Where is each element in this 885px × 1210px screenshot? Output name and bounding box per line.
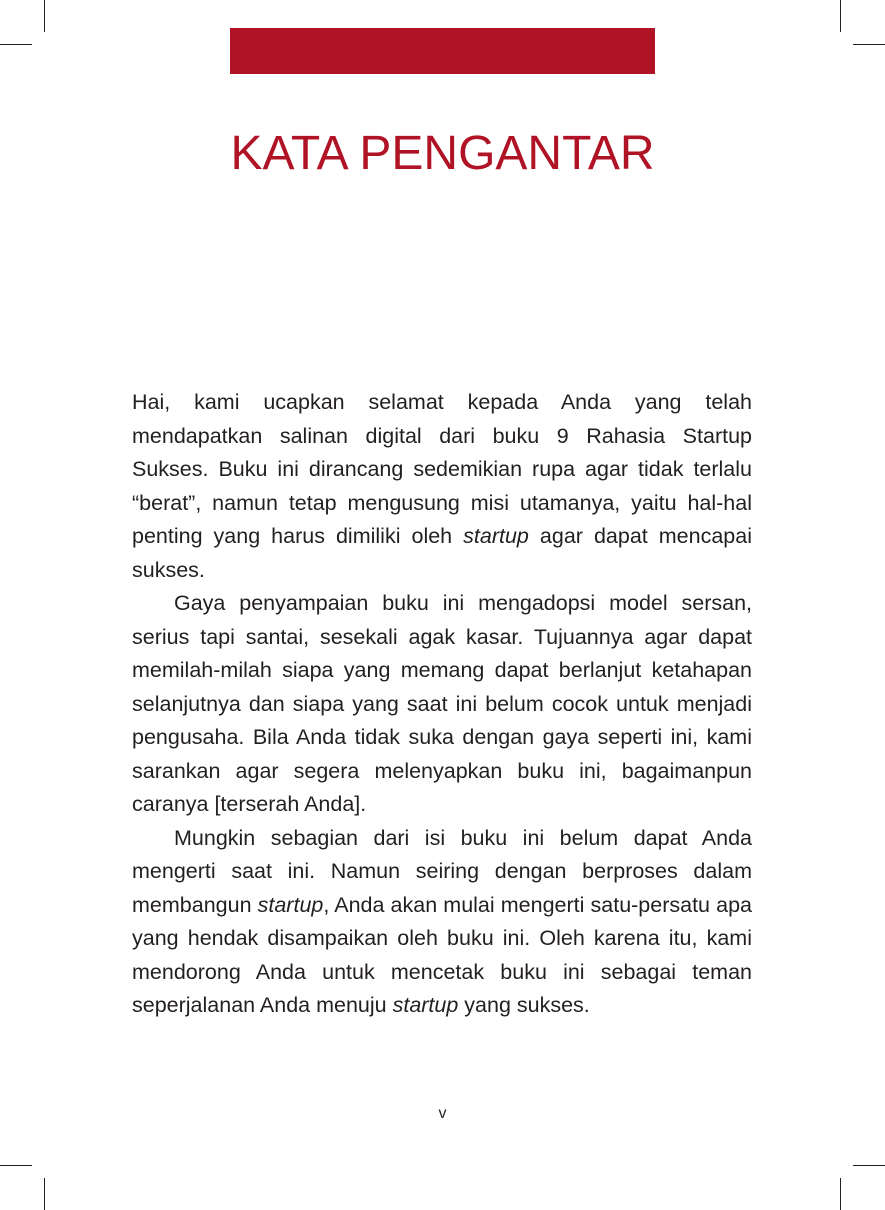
page-title: KATA PENGANTAR [230, 127, 655, 180]
paragraph-1 [132, 386, 752, 587]
paragraph-text: agar dapat mencapai sukses. [132, 524, 752, 582]
crop-mark-top-right-vertical [840, 0, 841, 32]
crop-mark-bottom-right-horizontal [853, 1165, 885, 1166]
italic-term: startup [463, 524, 529, 548]
paragraph-3 [132, 822, 752, 1023]
page-number: v [438, 1105, 447, 1122]
crop-mark-top-left-vertical [44, 0, 45, 32]
italic-term: startup [392, 993, 459, 1017]
crop-mark-top-right-horizontal [853, 44, 885, 45]
crop-mark-bottom-left-horizontal [0, 1165, 32, 1166]
italic-term: startup [257, 892, 324, 917]
paragraph-text: Gaya penyampaian buku ini mengadopsi model sersan, serius tapi santai, sesekali agak kasar. Tujuannya agar dapat memilah-milah siapa yang memang dapat berlanjut ketahapan selanjutnya dan siapa yang saat ini belum cocok untuk menjadi pengusaha. Bila Anda tidak suka dengan gaya seperti ini, kami sarankan agar segera melenyapkan buku ini, bagaimanpun caranya [terserah Anda]. [132, 591, 752, 816]
body-text [132, 386, 752, 1023]
crop-mark-top-left-horizontal [0, 44, 32, 45]
paragraph-text: Hai, kami ucapkan selamat kepada Anda yang telah mendapatkan salinan digital dari buku 9 Rahasia Startup Sukses. Buku ini dirancang sedemikian rupa agar tidak terlalu “berat”, namun tetap mengusung misi utamanya, yaitu hal-hal penting yang harus dimiliki oleh [132, 390, 752, 548]
paragraph-2 [132, 587, 752, 822]
paragraph-text: yang sukses. [458, 993, 590, 1017]
paragraph-text: , Anda akan mulai mengerti satu-persatu apa yang hendak disampaikan oleh buku ini. Oleh karena itu, kami mendorong Anda untuk mencetak buku ini sebagai teman seperjalanan Anda menuju [132, 892, 752, 1017]
crop-mark-bottom-right-vertical [840, 1178, 841, 1210]
paragraph-text: Mungkin sebagian dari isi buku ini belum dapat Anda mengerti saat ini. Namun seiring dengan berproses dalam membangun [132, 825, 752, 917]
header-color-bar [230, 28, 655, 74]
crop-mark-bottom-left-vertical [44, 1178, 45, 1210]
